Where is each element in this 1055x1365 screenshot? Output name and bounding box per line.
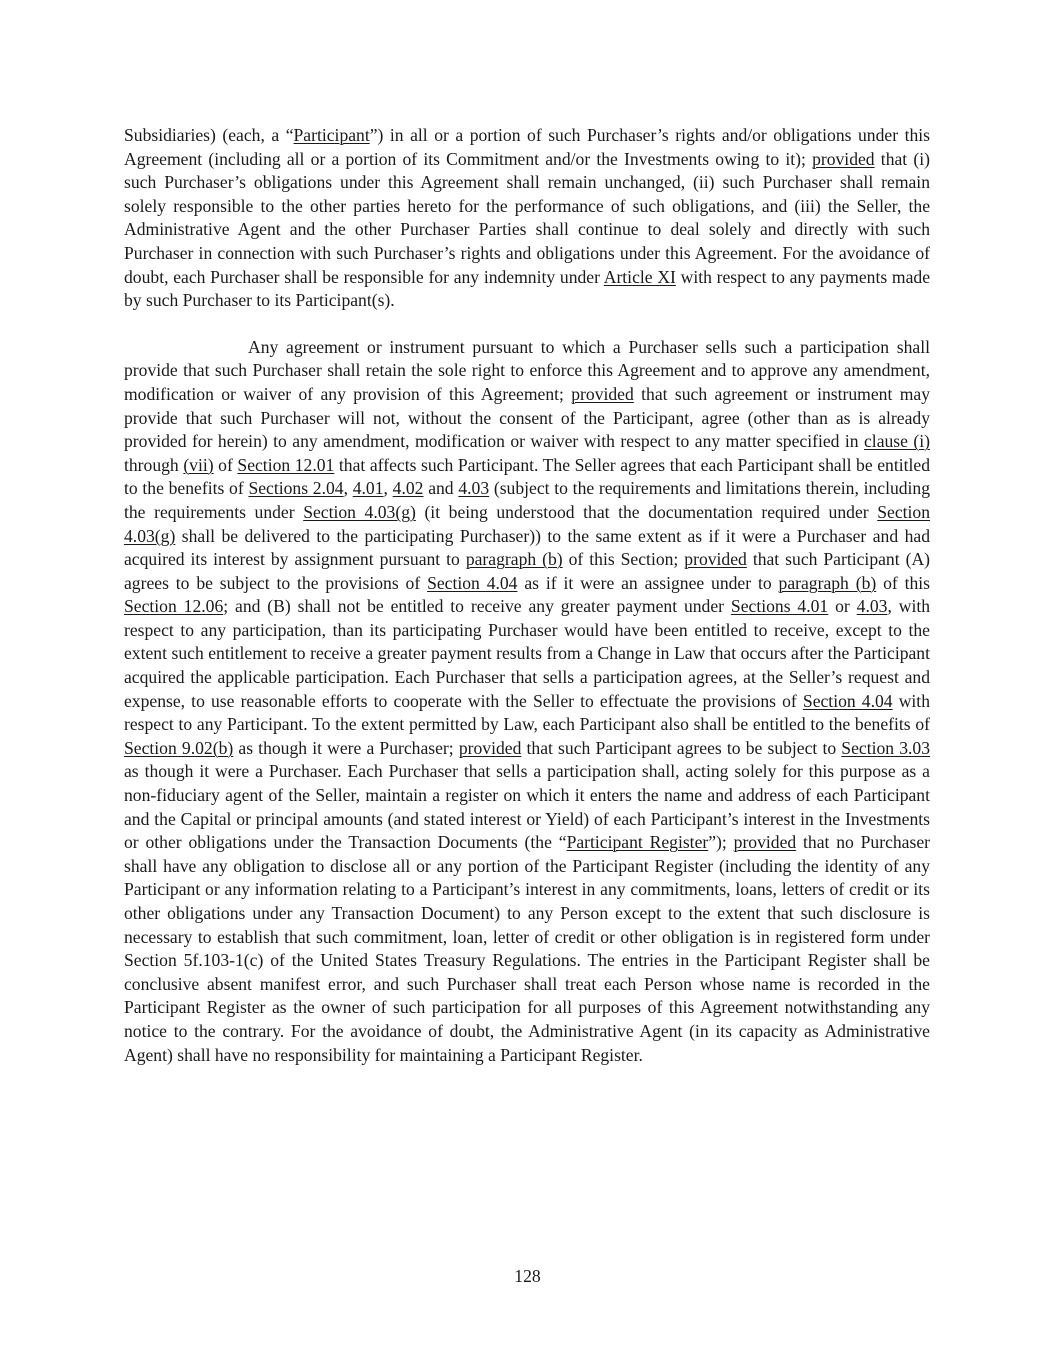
cross-reference: paragraph (b) [465, 549, 563, 570]
paragraph-participation-agreement [124, 336, 930, 1067]
cross-reference: Sections 2.04 [248, 478, 344, 499]
text-run: ”) in all or a portion of such Purchaser’s rights and/or obligations under this Agreement (including all or a portion of its Commitment and/or the Investments owing to it); [124, 125, 930, 169]
text-run: with respect to any Participant. To the extent permitted by Law, each Participant also shall be entitled to the benefits of [124, 690, 930, 735]
text-run: of this [876, 572, 931, 593]
cross-reference: Section 12.01 [237, 454, 335, 475]
cross-reference: provided [458, 737, 522, 758]
text-run: that affects such Participant. The Seller agrees that each Participant shall be entitled to the benefits of [124, 454, 930, 499]
cross-reference: Section 4.04 [427, 572, 518, 593]
text-run: of this Section; [562, 549, 685, 570]
page-number: 128 [514, 1266, 541, 1286]
text-run: ; and (B) shall not be entitled to receive any greater payment under [223, 596, 731, 617]
cross-reference: 4.03 [856, 596, 888, 617]
cross-reference: 4.03 [458, 478, 490, 499]
text-run: as if it were an assignee under to [517, 572, 779, 593]
text-run: that such Participant agrees to be subject to [521, 737, 842, 758]
text-run: as though it were a Purchaser; [233, 737, 459, 758]
text-run: that (i) such Purchaser’s obligations under this Agreement shall remain unchanged, (ii) such Purchaser shall remain solely responsible to the other parties hereto for the performance of such obligations, and (iii) the Seller, the Administrative Agent and the other Purchaser Parties shall continue to deal solely and directly with such Purchaser in connection with such Purchaser’s rights and obligations under this Agreement. For the avoidance of doubt, each Purchaser shall be responsible for any indemnity under [124, 148, 930, 287]
text-run: as though it were a Purchaser. Each Purchaser that sells a participation shall, acting solely for this purpose as a non-fiduciary agent of the Seller, maintain a register on which it enters the name and address of each Participant and the Capital or principal amounts (and stated interest or Yield) of each Participant’s interest in the Investments or other obligations under the Transaction Documents (the “ [124, 761, 930, 853]
text-run: Subsidiaries) (each, a “ [124, 125, 294, 145]
cross-reference: Section 9.02(b) [124, 737, 234, 758]
cross-reference: provided [812, 148, 875, 169]
cross-reference: Participant [293, 125, 370, 145]
cross-reference: provided [571, 383, 634, 404]
cross-reference: provided [684, 549, 747, 570]
text-run: that such Participant (A) agrees to be subject to the provisions of [124, 549, 931, 593]
text-run: shall be delivered to the participating Purchaser)) to the same extent as if it were a Purchaser and had acquired its interest by assignment pursuant to [124, 525, 930, 570]
text-run: through [124, 454, 184, 475]
cross-reference: Article XI [603, 266, 676, 287]
text-run: Any agreement or instrument pursuant to which a Purchaser sells such a participation shall provide that such Purchaser shall retain the sole right to enforce this Agreement and to approve any amendment, modification or waiver of any provision of this Agreement; [124, 336, 930, 404]
text-run: that no Purchaser shall have any obligation to disclose all or any portion of the Participant Register (including the identity of any Participant or any information relating to a Participant’s interest in any commitments, loans, letters of credit or its other obligations under any Transaction Document) to any Person except to the extent that such disclosure is necessary to establish that such commitment, loan, letter of credit or other obligation is in registered form under Section 5f.103-1(c) of the United States Treasury Regulations. The entries in the Participant Register shall be conclusive absent manifest error, and such Purchaser shall treat each Person whose name is recorded in the Participant Register as the owner of such participation for all purposes of this Agreement notwithstanding any notice to the contrary. For the avoidance of doubt, the Administrative Agent (in its capacity as Administrative Agent) shall have no responsibility for maintaining a Participant Register. [124, 832, 931, 1065]
cross-reference: Participant Register [566, 832, 709, 853]
cross-reference: Sections 4.01 [730, 596, 829, 617]
text-run: with respect to any payments made by such Purchaser to its Participant(s). [124, 266, 931, 311]
cross-reference: Section 4.03(g) [303, 501, 416, 522]
cross-reference: provided [733, 832, 797, 853]
cross-reference: Section 4.04 [802, 690, 893, 711]
paragraph-participant-definition [124, 124, 930, 313]
cross-reference: Section 4.03(g) [124, 501, 930, 546]
document-body [124, 124, 930, 1067]
text-run: of [213, 454, 238, 475]
text-run: , with respect to any participation, than its participating Purchaser would have been entitled to receive, except to the extent such entitlement to receive a greater payment results from a Change in Law that occurs after the Participant acquired the applicable participation. Each Purchaser that sells a participation agrees, at the Seller’s request and expense, to use reasonable efforts to cooperate with the Seller to effectuate the provisions of [124, 596, 931, 711]
text-run: (it being understood that the documentation required under [415, 501, 878, 522]
text-run: or [828, 596, 857, 617]
cross-reference: (vii) [183, 454, 214, 475]
text-run: and [423, 478, 459, 499]
text-run: that such agreement or instrument may provide that such Purchaser will not, without the consent of the Participant, agree (other than as is already provided for herein) to any amendment, modification or waiver with respect to any matter specified in [124, 383, 930, 452]
cross-reference: Section 3.03 [841, 737, 931, 758]
cross-reference: 4.01 [352, 478, 384, 499]
cross-reference: Section 12.06 [124, 596, 224, 617]
text-run: , [343, 478, 353, 499]
cross-reference: clause (i) [864, 431, 930, 452]
text-run: , [383, 478, 393, 499]
text-run: (subject to the requirements and limitations therein, including the requirements under [124, 478, 931, 522]
cross-reference: paragraph (b) [778, 572, 877, 593]
text-run: ”); [708, 832, 734, 853]
cross-reference: 4.02 [392, 478, 424, 499]
